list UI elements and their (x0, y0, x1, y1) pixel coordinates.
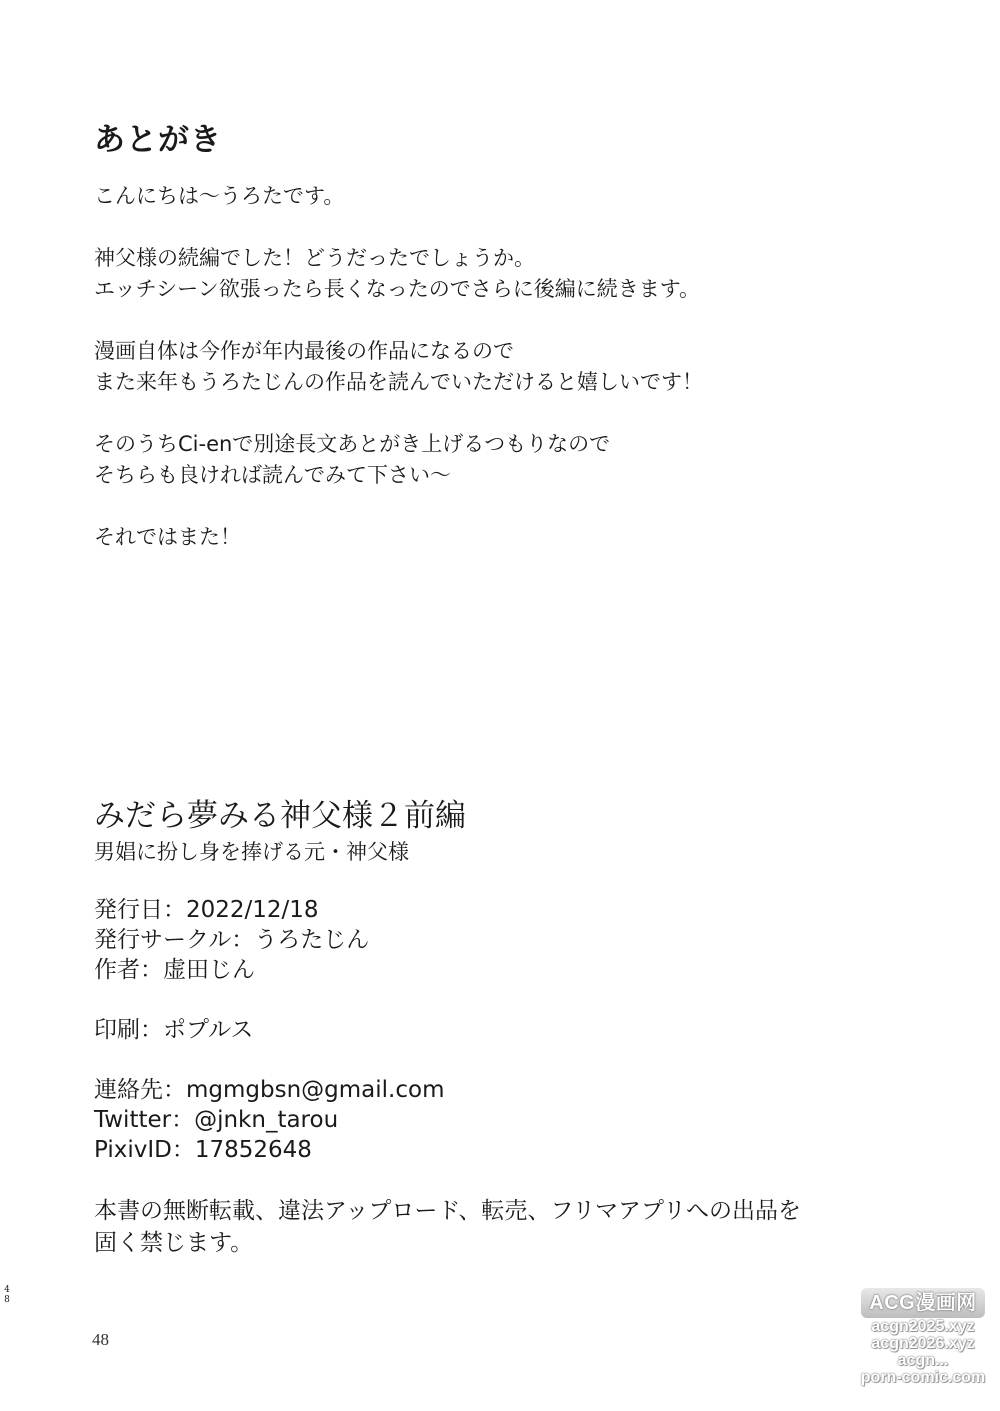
afterword-line: こんにちは〜うろたです。 (94, 184, 345, 208)
issue-date: 発行日：2022/12/18 (94, 897, 319, 923)
notice-line: 本書の無断転載、違法アップロード、転売、フリマアプリへの出品を (94, 1198, 802, 1224)
contact-email: 連絡先：mgmgbsn@gmail.com (94, 1077, 445, 1103)
afterword-body (94, 181, 914, 584)
notice-line: 固く禁じます。 (94, 1230, 254, 1256)
afterword-line: そのうちCi-enで別途長文あとがき上げるつもりなので (94, 432, 611, 456)
afterword-line: 神父様の続編でした！どうだったでしょうか。 (94, 246, 535, 270)
afterword-paragraph (94, 522, 914, 553)
printer: 印刷：ポプルス (94, 1017, 254, 1043)
afterword-line: それではまた！ (94, 525, 241, 549)
printing-info (94, 1015, 914, 1045)
watermark-url: acgn2026.xyz (871, 1335, 975, 1352)
afterword-line: また来年もうろたじんの作品を読んでいただけると嬉しいです！ (94, 370, 703, 394)
watermark-url: acgn... (897, 1352, 949, 1369)
watermark-logo: ACG漫画网 (861, 1288, 984, 1318)
colophon (94, 795, 914, 1259)
contact-info (94, 1075, 914, 1165)
page-number: 48 (92, 1330, 109, 1349)
book-title: みだら夢みる神父様２前編 (94, 798, 466, 834)
book-subtitle: 男娼に扮し身を捧げる元・神父様 (94, 840, 409, 864)
issue-author: 作者：虚田じん (94, 957, 255, 983)
afterword-paragraph (94, 336, 914, 398)
afterword-line: そちらも良ければ読んでみて下さい〜 (94, 463, 451, 487)
margin-page-number: 48 (4, 1285, 10, 1305)
afterword-paragraph (94, 429, 914, 491)
watermark-url: acgn2025.xyz (871, 1318, 975, 1335)
afterword-line: 漫画自体は今作が年内最後の作品になるので (94, 339, 514, 363)
afterword-heading: あとがき (94, 122, 222, 158)
afterword-line: エッチシーン欲張ったら長くなったのでさらに後編に続きます。 (94, 277, 701, 301)
contact-twitter: Twitter：@jnkn_tarou (94, 1107, 339, 1133)
copyright-notice (94, 1195, 914, 1259)
afterword-paragraph (94, 181, 914, 212)
issue-info (94, 895, 914, 985)
contact-pixiv: PixivID：17852648 (94, 1137, 312, 1163)
afterword-paragraph (94, 243, 914, 305)
watermark (858, 1288, 988, 1400)
issue-circle: 発行サークル：うろたじん (94, 927, 370, 953)
watermark-url: porn-comic.com (860, 1369, 986, 1386)
